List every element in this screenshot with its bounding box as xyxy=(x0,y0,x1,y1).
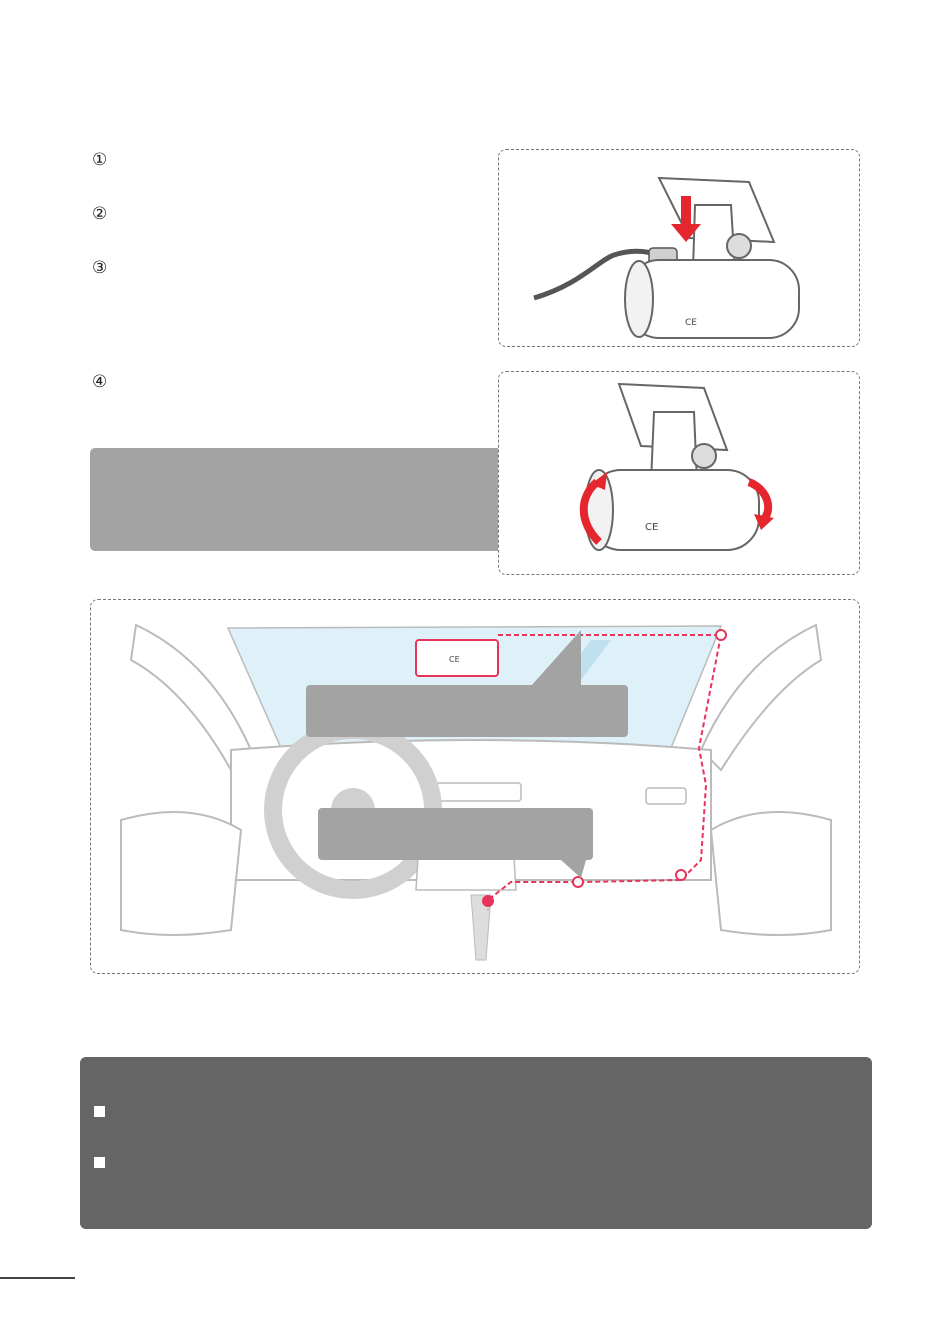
mount-rotate-figure xyxy=(498,371,860,575)
dashboard-callout xyxy=(318,808,593,860)
note-bullet-2 xyxy=(94,1157,105,1168)
svg-text:CE: CE xyxy=(685,318,697,328)
mount-connect-figure xyxy=(498,149,860,347)
note-bullet-1 xyxy=(94,1106,105,1117)
dashcam-rotate-icon xyxy=(499,372,859,574)
step-2-marker: ② xyxy=(92,204,108,224)
svg-text:CE: CE xyxy=(449,655,460,664)
caution-box xyxy=(90,448,498,551)
footer-rule xyxy=(0,1277,75,1279)
car-interior-figure xyxy=(90,599,860,974)
windshield-callout xyxy=(306,685,628,737)
car-interior-install-diagram xyxy=(91,600,859,973)
step-4-marker: ④ xyxy=(92,372,108,392)
note-box xyxy=(80,1057,872,1229)
dashcam-cable-connect-icon xyxy=(499,150,859,346)
svg-text:CE: CE xyxy=(645,522,659,533)
step-1-marker: ① xyxy=(92,150,108,170)
step-3-marker: ③ xyxy=(92,258,108,278)
